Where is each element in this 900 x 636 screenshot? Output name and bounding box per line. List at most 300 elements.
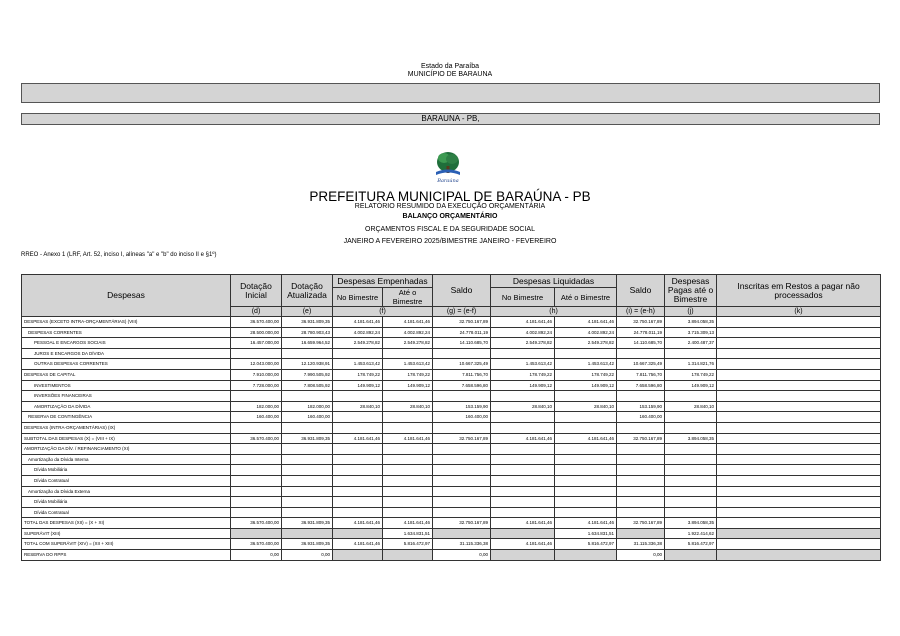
- row-label: SUBTOTAL DAS DESPESAS (X) = (VIII + IX): [22, 433, 231, 444]
- header-dotacao-inicial: Dotação Inicial: [231, 275, 282, 307]
- balance-table: [21, 274, 881, 561]
- row-value: [717, 486, 881, 497]
- row-value: [231, 422, 282, 433]
- report-period: JANEIRO A FEVEREIRO 2025/BIMESTRE JANEIRO - FEVEREIRO: [343, 238, 557, 245]
- row-value: [333, 486, 383, 497]
- row-value: [333, 454, 383, 465]
- row-label: Amortização da Dívida Interna: [22, 454, 231, 465]
- row-value: 178.749,22: [665, 369, 717, 380]
- municipal-logo-icon: [432, 148, 464, 184]
- page-title: PREFEITURA MUNICIPAL DE BARAÚNA - PB: [309, 189, 591, 204]
- row-value: 36.570.400,00: [231, 317, 282, 328]
- row-value: 10.667.325,49: [617, 359, 665, 370]
- row-value: 4.002.892,24: [383, 327, 433, 338]
- row-value: [282, 454, 333, 465]
- row-value: 14.110.685,70: [433, 338, 491, 349]
- row-value: 24.778.011,19: [433, 327, 491, 338]
- row-value: [665, 412, 717, 423]
- row-value: [491, 528, 555, 539]
- row-value: 2.549.278,82: [383, 338, 433, 349]
- row-value: [717, 528, 881, 539]
- row-label: Dívida Mobiliária: [22, 497, 231, 508]
- row-value: 36.931.809,35: [282, 317, 333, 328]
- row-value: [717, 497, 881, 508]
- row-value: [383, 475, 433, 486]
- row-value: [491, 486, 555, 497]
- row-value: 32.750.167,89: [433, 518, 491, 529]
- row-value: 149.909,12: [555, 380, 617, 391]
- row-value: 7.910.000,00: [231, 369, 282, 380]
- location-bar: BARAUNA - PB,: [21, 113, 880, 125]
- table-row: [22, 391, 881, 402]
- row-value: 4.181.641,46: [383, 433, 433, 444]
- row-value: 16.457.000,00: [231, 338, 282, 349]
- row-value: 3.894.058,35: [665, 433, 717, 444]
- row-label: Amortização da Dívida Externa: [22, 486, 231, 497]
- row-value: 153.159,90: [433, 401, 491, 412]
- code-d: (d): [231, 307, 282, 317]
- row-value: 149.909,12: [383, 380, 433, 391]
- row-value: 1.453.613,42: [333, 359, 383, 370]
- code-g: (g) = (e-f): [433, 307, 491, 317]
- row-value: 182.000,00: [231, 401, 282, 412]
- row-value: 1.453.613,42: [491, 359, 555, 370]
- table-row: [22, 338, 881, 349]
- row-value: [491, 391, 555, 402]
- row-value: 28.840,10: [383, 401, 433, 412]
- table-row: [22, 497, 881, 508]
- header-dotacao-atualizada: Dotação Atualizada: [282, 275, 333, 307]
- row-value: [383, 391, 433, 402]
- row-value: [383, 348, 433, 359]
- header-saldo-empenho: Saldo: [433, 275, 491, 307]
- row-value: [491, 444, 555, 455]
- row-value: [717, 412, 881, 423]
- row-value: [665, 486, 717, 497]
- row-value: [333, 528, 383, 539]
- row-value: [282, 391, 333, 402]
- row-value: [717, 433, 881, 444]
- row-value: 7.658.596,80: [433, 380, 491, 391]
- row-value: [433, 454, 491, 465]
- row-value: [491, 465, 555, 476]
- row-value: [282, 444, 333, 455]
- row-value: 178.749,22: [383, 369, 433, 380]
- table-row: [22, 317, 881, 328]
- row-value: 0,00: [433, 550, 491, 561]
- code-e: (e): [282, 307, 333, 317]
- row-value: [231, 528, 282, 539]
- row-value: 10.667.325,49: [433, 359, 491, 370]
- row-value: 1.922.414,62: [665, 528, 717, 539]
- row-value: 7.811.756,70: [433, 369, 491, 380]
- row-value: [717, 348, 881, 359]
- row-value: [433, 422, 491, 433]
- row-value: [617, 507, 665, 518]
- row-value: 32.750.167,89: [617, 317, 665, 328]
- row-value: 4.002.892,24: [555, 327, 617, 338]
- row-value: [617, 422, 665, 433]
- row-value: 160.400,00: [282, 412, 333, 423]
- row-value: [383, 486, 433, 497]
- row-value: 3.715.309,13: [665, 327, 717, 338]
- row-value: [555, 422, 617, 433]
- row-value: [333, 412, 383, 423]
- row-value: 149.909,12: [665, 380, 717, 391]
- annex-note: RREO - Anexo 1 (LRF, Art. 52, inciso I, alíneas "a" e "b" do inciso II e §1º): [21, 252, 217, 258]
- row-value: 14.110.685,70: [617, 338, 665, 349]
- row-value: 178.749,22: [555, 369, 617, 380]
- row-value: [231, 348, 282, 359]
- row-value: [555, 507, 617, 518]
- row-value: 32.750.167,89: [433, 433, 491, 444]
- row-value: 149.909,12: [333, 380, 383, 391]
- row-value: 2.400.487,37: [665, 338, 717, 349]
- row-value: [717, 401, 881, 412]
- report-name: BALANÇO ORÇAMENTÁRIO: [402, 213, 498, 220]
- row-label: Dívida Contratual: [22, 475, 231, 486]
- row-value: [555, 497, 617, 508]
- row-label: AMORTIZAÇÃO DA DÍVIDA: [22, 401, 231, 412]
- row-value: 7.728.000,00: [231, 380, 282, 391]
- row-value: [383, 422, 433, 433]
- row-value: [555, 412, 617, 423]
- row-value: [717, 327, 881, 338]
- row-value: 7.990.505,92: [282, 369, 333, 380]
- row-label: DESPESAS (EXCETO INTRA-ORÇAMENTÁRIAS) (VIII): [22, 317, 231, 328]
- header-liquidadas: Despesas Liquidadas: [491, 275, 617, 288]
- row-value: [617, 486, 665, 497]
- row-value: [617, 528, 665, 539]
- row-value: 5.816.472,97: [665, 539, 717, 550]
- row-value: 4.181.641,46: [555, 317, 617, 328]
- row-label: PESSOAL E ENCARGOS SOCIAIS: [22, 338, 231, 349]
- row-value: [433, 444, 491, 455]
- row-value: [282, 465, 333, 476]
- header-empenhadas: Despesas Empenhadas: [333, 275, 433, 288]
- row-value: [231, 454, 282, 465]
- header-bar: [21, 83, 880, 103]
- row-value: 160.400,00: [231, 412, 282, 423]
- row-value: [555, 454, 617, 465]
- row-value: 160.400,00: [617, 412, 665, 423]
- row-value: [665, 465, 717, 476]
- row-value: 7.658.596,80: [617, 380, 665, 391]
- row-value: [433, 465, 491, 476]
- row-value: [282, 348, 333, 359]
- row-label: SUPERÁVIT (XIII): [22, 528, 231, 539]
- row-value: 4.181.641,46: [491, 433, 555, 444]
- row-value: [383, 507, 433, 518]
- report-subtitle: RELATÓRIO RESUMIDO DA EXECUÇÃO ORÇAMENTÁRIA: [354, 203, 546, 210]
- row-value: 7.808.505,92: [282, 380, 333, 391]
- row-value: [555, 486, 617, 497]
- row-value: [333, 465, 383, 476]
- header-no-bimestre: No Bimestre: [333, 288, 383, 307]
- row-value: 4.181.641,46: [491, 539, 555, 550]
- row-value: 36.570.400,00: [231, 518, 282, 529]
- row-value: [491, 422, 555, 433]
- row-value: [282, 475, 333, 486]
- row-value: [383, 444, 433, 455]
- table-row: [22, 518, 881, 529]
- row-value: 28.840,10: [491, 401, 555, 412]
- row-value: [665, 507, 717, 518]
- header-no-bimestre-liq: No Bimestre: [491, 288, 555, 307]
- header-pagas: Despesas Pagas até o Bimestre: [665, 275, 717, 307]
- row-value: [333, 550, 383, 561]
- row-value: 153.159,90: [617, 401, 665, 412]
- row-value: 36.931.809,35: [282, 539, 333, 550]
- row-label: OUTRAS DESPESAS CORRENTES: [22, 359, 231, 370]
- row-label: DESPESAS CORRENTES: [22, 327, 231, 338]
- row-value: 4.181.641,46: [383, 518, 433, 529]
- table-row: [22, 465, 881, 476]
- row-value: [491, 550, 555, 561]
- row-value: [383, 465, 433, 476]
- table-row: [22, 507, 881, 518]
- row-value: [333, 422, 383, 433]
- row-value: [383, 454, 433, 465]
- row-value: 5.816.472,97: [383, 539, 433, 550]
- row-value: [433, 497, 491, 508]
- table-row: [22, 475, 881, 486]
- row-value: 4.181.641,46: [333, 518, 383, 529]
- row-value: [665, 444, 717, 455]
- table-row: [22, 444, 881, 455]
- row-value: 4.181.641,46: [383, 317, 433, 328]
- row-value: 0,00: [231, 550, 282, 561]
- table-body: [22, 317, 881, 561]
- table-row: [22, 550, 881, 561]
- row-value: [617, 497, 665, 508]
- row-label: DESPESAS DE CAPITAL: [22, 369, 231, 380]
- row-value: 4.002.892,24: [333, 327, 383, 338]
- row-value: 4.181.641,46: [491, 518, 555, 529]
- row-value: [717, 518, 881, 529]
- row-value: 28.500.000,00: [231, 327, 282, 338]
- table-row: [22, 359, 881, 370]
- row-value: [333, 507, 383, 518]
- row-value: [383, 412, 433, 423]
- row-value: [491, 454, 555, 465]
- header-despesas: Despesas: [22, 275, 231, 317]
- row-value: 5.816.472,97: [555, 539, 617, 550]
- row-value: 0,00: [617, 550, 665, 561]
- row-value: [491, 507, 555, 518]
- row-value: [717, 422, 881, 433]
- row-value: [491, 497, 555, 508]
- row-value: 3.894.058,35: [665, 518, 717, 529]
- row-value: [717, 444, 881, 455]
- row-value: 31.115.336,38: [617, 539, 665, 550]
- row-value: [383, 497, 433, 508]
- row-value: 24.778.011,19: [617, 327, 665, 338]
- row-value: 4.002.892,24: [491, 327, 555, 338]
- row-value: [717, 507, 881, 518]
- row-value: 2.549.278,82: [555, 338, 617, 349]
- code-h: (h): [491, 307, 617, 317]
- row-value: [333, 475, 383, 486]
- row-value: [231, 507, 282, 518]
- table-row: [22, 528, 881, 539]
- row-value: [555, 391, 617, 402]
- row-value: [282, 486, 333, 497]
- row-value: [231, 486, 282, 497]
- row-value: [717, 475, 881, 486]
- row-label: Dívida Contratual: [22, 507, 231, 518]
- row-value: [333, 391, 383, 402]
- table-row: [22, 433, 881, 444]
- row-value: [717, 465, 881, 476]
- row-value: [333, 348, 383, 359]
- row-value: 4.181.641,46: [333, 317, 383, 328]
- row-value: [433, 475, 491, 486]
- row-value: [282, 507, 333, 518]
- row-value: 31.115.336,38: [433, 539, 491, 550]
- row-value: 36.570.400,00: [231, 433, 282, 444]
- row-value: 1.314.821,76: [665, 359, 717, 370]
- row-value: 12.043.000,00: [231, 359, 282, 370]
- row-value: 4.181.641,46: [491, 317, 555, 328]
- row-value: [617, 444, 665, 455]
- row-value: 2.549.278,82: [333, 338, 383, 349]
- row-value: 4.181.641,46: [333, 539, 383, 550]
- row-value: 36.931.809,35: [282, 518, 333, 529]
- row-value: [665, 550, 717, 561]
- row-value: 1.453.613,42: [555, 359, 617, 370]
- row-value: [491, 475, 555, 486]
- code-i: (i) = (e-h): [617, 307, 665, 317]
- row-value: 4.181.641,46: [555, 433, 617, 444]
- row-value: 32.750.167,89: [617, 518, 665, 529]
- table-row: [22, 422, 881, 433]
- code-f: (f): [333, 307, 433, 317]
- table-row: [22, 369, 881, 380]
- row-value: 1.634.831,51: [555, 528, 617, 539]
- table-row: [22, 539, 881, 550]
- svg-text:Baraúna: Baraúna: [437, 178, 459, 184]
- table-row: [22, 401, 881, 412]
- report-scope: ORÇAMENTOS FISCAL E DA SEGURIDADE SOCIAL: [365, 226, 535, 233]
- row-value: 149.909,12: [491, 380, 555, 391]
- row-value: 3.894.058,35: [665, 317, 717, 328]
- row-value: [231, 465, 282, 476]
- row-value: 178.749,22: [333, 369, 383, 380]
- row-value: [433, 528, 491, 539]
- row-value: [555, 465, 617, 476]
- row-value: [491, 412, 555, 423]
- row-value: 1.453.613,42: [383, 359, 433, 370]
- row-value: [231, 444, 282, 455]
- row-value: [665, 475, 717, 486]
- row-value: [231, 497, 282, 508]
- row-value: [433, 507, 491, 518]
- row-label: AMORTIZAÇÃO DA DÍV. / REFINANCIAMENTO (XI): [22, 444, 231, 455]
- header-ate-bimestre-liq: Até o Bimestre: [555, 288, 617, 307]
- row-value: [282, 497, 333, 508]
- row-label: Dívida Mobiliária: [22, 465, 231, 476]
- row-value: [665, 422, 717, 433]
- row-label: INVESTIMENTOS: [22, 380, 231, 391]
- row-value: [717, 454, 881, 465]
- header-restos: Inscritas em Restos a pagar não processados: [717, 275, 881, 307]
- code-j: (j): [665, 307, 717, 317]
- row-value: [717, 359, 881, 370]
- row-value: 32.750.167,89: [433, 317, 491, 328]
- row-value: 0,00: [282, 550, 333, 561]
- row-value: [665, 391, 717, 402]
- row-value: [555, 348, 617, 359]
- row-value: [383, 550, 433, 561]
- header-saldo-liquidacao: Saldo: [617, 275, 665, 307]
- row-value: [717, 550, 881, 561]
- state-name: Estado da Paraíba: [421, 63, 479, 70]
- row-value: [282, 528, 333, 539]
- row-value: [617, 391, 665, 402]
- row-value: 7.811.756,70: [617, 369, 665, 380]
- row-value: [717, 380, 881, 391]
- row-value: [555, 444, 617, 455]
- row-label: RESERVA DE CONTINGÊNCIA: [22, 412, 231, 423]
- row-value: 36.570.400,00: [231, 539, 282, 550]
- row-value: 1.634.831,51: [383, 528, 433, 539]
- row-value: [665, 454, 717, 465]
- row-value: [433, 348, 491, 359]
- table-row: [22, 348, 881, 359]
- row-value: [282, 422, 333, 433]
- row-value: 4.181.641,46: [333, 433, 383, 444]
- row-value: 178.749,22: [491, 369, 555, 380]
- row-value: [717, 338, 881, 349]
- row-value: 36.931.809,35: [282, 433, 333, 444]
- table-row: [22, 412, 881, 423]
- row-value: [617, 454, 665, 465]
- row-value: [617, 475, 665, 486]
- table-row: [22, 454, 881, 465]
- row-value: [617, 348, 665, 359]
- row-value: 28.780.903,43: [282, 327, 333, 338]
- row-value: [717, 391, 881, 402]
- row-value: [617, 465, 665, 476]
- row-value: [665, 348, 717, 359]
- row-value: [491, 348, 555, 359]
- row-value: [665, 497, 717, 508]
- table-row: [22, 486, 881, 497]
- row-label: TOTAL COM SUPERÁVIT (XIV) = (XII + XIII): [22, 539, 231, 550]
- code-k: (k): [717, 307, 881, 317]
- row-value: [231, 391, 282, 402]
- row-value: [717, 369, 881, 380]
- row-value: 182.000,00: [282, 401, 333, 412]
- row-label: TOTAL DAS DESPESAS (XII) = (X + XI): [22, 518, 231, 529]
- table-row: [22, 327, 881, 338]
- row-value: [555, 550, 617, 561]
- row-value: [717, 539, 881, 550]
- header-ate-bimestre: Até o Bimestre: [383, 288, 433, 307]
- row-value: 16.659.964,52: [282, 338, 333, 349]
- row-value: [231, 475, 282, 486]
- row-label: INVERSÕES FINANCEIRAS: [22, 391, 231, 402]
- row-label: JUROS E ENCARGOS DA DÍVIDA: [22, 348, 231, 359]
- row-label: DESPESAS (INTRA-ORÇAMENTÁRIAS) (IX): [22, 422, 231, 433]
- row-value: [333, 497, 383, 508]
- row-label: RESERVA DO RPPS: [22, 550, 231, 561]
- row-value: 4.181.641,46: [555, 518, 617, 529]
- row-value: [555, 475, 617, 486]
- row-value: [433, 486, 491, 497]
- row-value: 28.840,10: [665, 401, 717, 412]
